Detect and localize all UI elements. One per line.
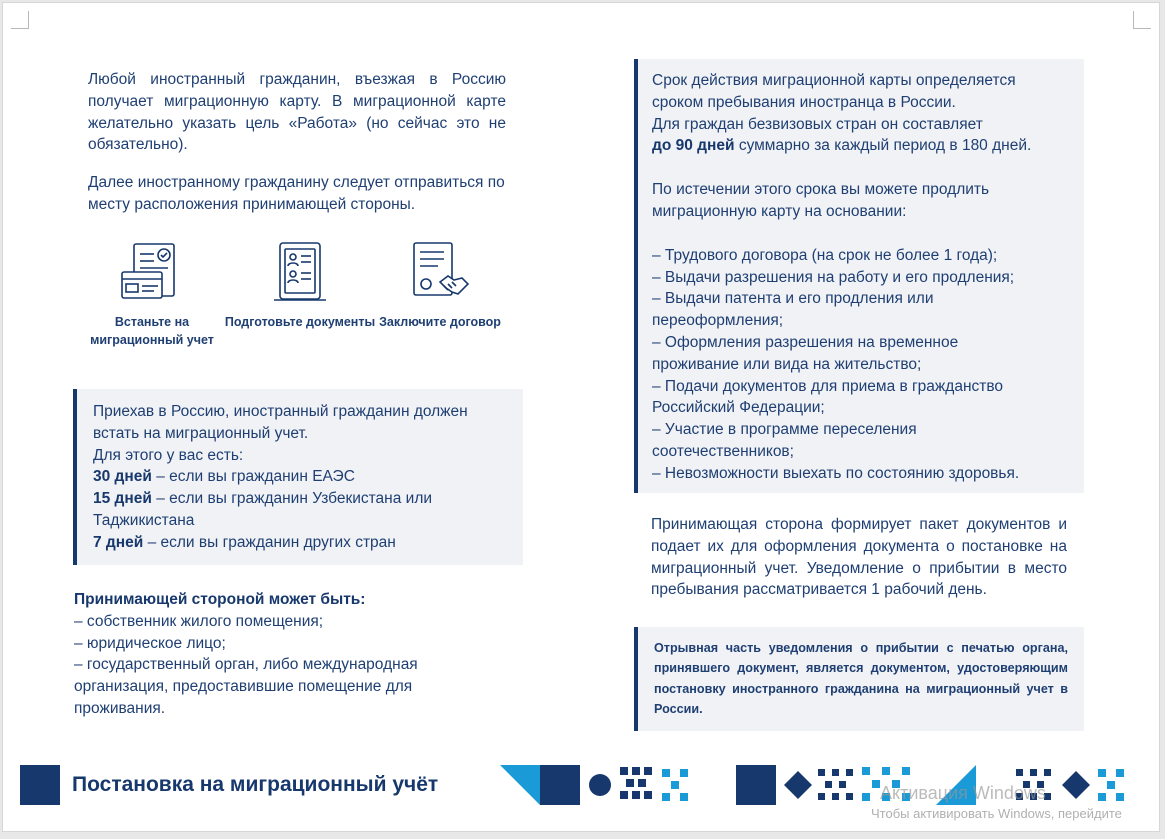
card-validity-panel [634,59,1084,493]
id-documents-icon [268,240,332,304]
deadline-item: 30 дней – если вы гражданин ЕАЭС [93,468,355,486]
intro-paragraph: Любой иностранный гражданин, въезжая в Россию получает миграционную карту. В миграционной карте желательно указать цель «Работа» (но сейчас это не обязательно). [88,71,506,154]
next-step-paragraph: Далее иностранному гражданину следует отправиться по месту расположения принимающей стороны. [88,174,505,213]
list-item: – юридическое лицо; [74,634,226,652]
deadline-item: 15 дней – если вы гражданин Узбекистана или Таджикистана [93,490,433,529]
step-label: Заключите договор [379,315,501,329]
host-party-section [74,589,494,720]
document-package-paragraph: Принимающая сторона формирует пакет документов и подает их для оформления документа о постановке на миграционный учет. Уведомление о прибытии в место пребывания рассматривается 1 рабочий день. [651,516,1067,599]
list-item: – государственный орган, либо международная организация, предоставившие помещение для проживания. [74,656,418,717]
list-item: – Трудового договора (на срок не более 1 года); [652,246,998,264]
list-item: – Выдачи патента и его продления или переоформления; [652,290,934,330]
footer-title: Постановка на миграционный учёт [72,773,439,796]
contract-handshake-icon [408,240,472,304]
validity-paragraph: Для граждан безвизовых стран он составляет до 90 дней суммарно за каждый период в 180 дней. [652,115,1032,155]
validity-paragraph: По истечении этого срока вы можете продлить миграционную карту на основании: [652,181,990,220]
list-item: – Участие в программе переселения соотечественников; [652,421,917,460]
step-register [72,240,232,349]
arrival-line: Приехав в Россию, иностранный гражданин должен встать на миграционный учет. [93,403,468,442]
notification-stub-panel: Отрывная часть уведомления о прибытии с печатью органа, принявшего документ, является документом, удостоверяющим постановку иностранного гражданина на миграционный учет в России. [634,627,1084,731]
step-label: Подготовьте документы [224,315,376,329]
validity-paragraph: Срок действия миграционной карты определяется сроком пребывания иностранца в России. [652,72,1016,111]
windows-activation-watermark: Активация Windows [880,783,1046,803]
crop-mark [11,11,29,29]
step-label: Встаньте на миграционный учет [90,315,214,347]
document-seal-icon [120,240,184,304]
windows-activation-hint: Чтобы активировать Windows, перейдите [871,806,1122,821]
step-contract [360,240,520,332]
list-item: – Выдачи разрешения на работу и его продления; [652,268,1015,286]
deadline-item: 7 дней – если вы гражданин других стран [93,533,396,551]
arrival-line: Для этого у вас есть: [93,446,244,464]
list-item: – Оформления разрешения на временное проживание или вида на жительство; [652,333,959,373]
list-item: – собственник жилого помещения; [74,612,324,630]
crop-mark [1133,11,1151,29]
list-item: – Невозможности выехать по состоянию здоровья. [652,464,1020,482]
step-documents [220,240,380,332]
host-party-title: Принимающей стороной может быть: [74,591,366,608]
list-item: – Подачи документов для приема в гражданство Российский Федерации; [652,377,1004,417]
arrival-registration-panel [73,389,523,565]
